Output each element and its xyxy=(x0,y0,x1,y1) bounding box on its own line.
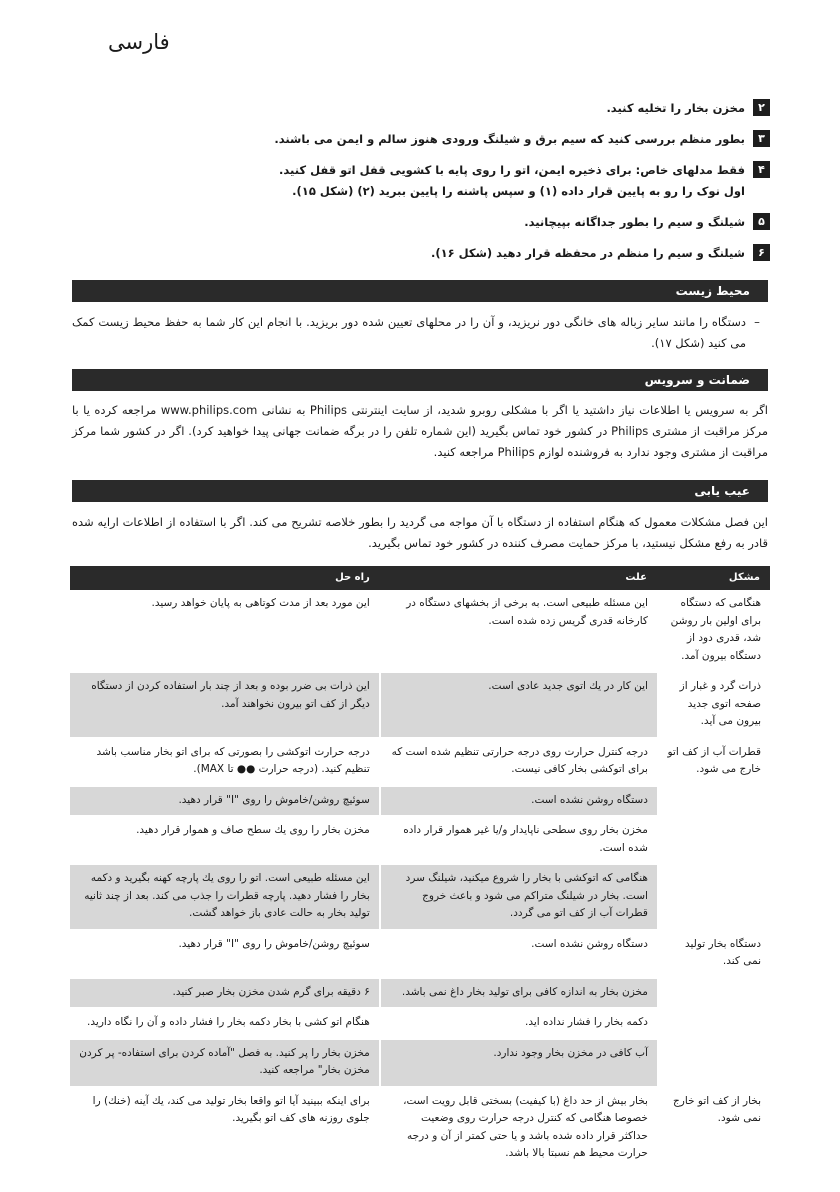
solution-cell: این مسئله طبیعی است. اتو را روی یك پارچه کهنه بگیرید و دکمه بخار را فشار دهید. پارچه قطرات را جذب می کند. بعد از چند ثانیه تولید بخار به حالت عادی باز خواهد گشت. xyxy=(70,864,380,930)
step-number: ۲ xyxy=(753,99,770,116)
bullet-dash: – xyxy=(754,315,760,329)
table-row xyxy=(70,1087,770,1170)
step-number: ۳ xyxy=(753,130,770,147)
solution-cell: مخزن بخار را پر کنید. به فصل "آماده کردن برای استفاده- پر کردن مخزن بخار" مراجعه کنید. xyxy=(70,1039,380,1087)
solution-cell: این ذرات بی ضرر بوده و بعد از چند بار استفاده کردن از دستگاه دیگر از کف اتو بیرون نخواهند آمد. xyxy=(70,672,380,738)
column-header-problem: مشکل xyxy=(657,566,770,590)
table-row xyxy=(70,978,770,1009)
problem-cell: ذرات گرد و غبار از صفحه اتوی جدید بیرون می آید. xyxy=(657,672,770,738)
troubleshooting-table xyxy=(70,566,770,1171)
table-row xyxy=(70,864,770,930)
problem-cell xyxy=(657,816,770,864)
table-row xyxy=(70,930,770,978)
section-header-troubleshooting: عیب یابی xyxy=(72,480,768,502)
step-text: شیلنگ و سیم را بطور جداگانه بپیچانید. xyxy=(524,215,745,229)
step-text: مخزن بخار را تخلیه کنید. xyxy=(606,101,745,115)
cause-cell: درجه کنترل حرارت روی درجه حرارتی تنظیم شده است که برای اتوکشی بخار کافی نیست. xyxy=(380,738,657,786)
step-text: فقط مدلهای خاص: برای ذخیره ایمن، اتو را روی پایه با کشویی قفل اتو قفل کنید. xyxy=(278,163,745,177)
step-text-continued: اول نوک را رو به پایین قرار داده (۱) و سپس پاشنه را پایین ببرید (۲) (شکل ۱۵). xyxy=(292,184,745,198)
step-text: شیلنگ و سیم را منظم در محفظه قرار دهید (شکل ۱۶). xyxy=(430,246,745,260)
problem-cell xyxy=(657,978,770,1009)
solution-cell: این مورد بعد از مدت کوتاهی به پایان خواهد رسید. xyxy=(70,590,380,672)
environment-paragraph xyxy=(72,312,768,354)
solution-cell: سوئیچ روشن/خاموش را روی "I" قرار دهید. xyxy=(70,786,380,817)
problem-cell: هنگامی که دستگاه برای اولین بار روشن شد، قدری دود از دستگاه بیرون آمد. xyxy=(657,590,770,672)
section-header-guarantee: ضمانت و سرویس xyxy=(72,369,768,391)
step-number: ۴ xyxy=(753,161,770,178)
table-row xyxy=(70,672,770,738)
guarantee-text: اگر به سرویس یا اطلاعات نیاز داشتید یا اگر با مشکلی روبرو شدید، از سایت اینترنتی Philips به نشانی www.philips.com مراجعه کرده یا با مرکز مراقبت از مشتری Philips در کشور خود تماس بگیرید (این شماره تلفن را در برگه ضمانت جهانی پیدا خواهید کرد). اگر در کشور شما مرکز مراقبت از مشتری وجود ندارد به فروشنده لوازم Philips مراجعه کنید. xyxy=(72,403,768,459)
step-item xyxy=(60,212,770,233)
table-row xyxy=(70,1039,770,1087)
column-header-solution: راه حل xyxy=(70,566,380,590)
section-header-environment: محیط زیست xyxy=(72,280,768,302)
step-item xyxy=(60,160,770,202)
step-number: ۵ xyxy=(753,213,770,230)
step-text: بطور منظم بررسی کنید که سیم برق و شیلنگ ورودی هنوز سالم و ایمن می باشند. xyxy=(274,132,745,146)
table-row xyxy=(70,816,770,864)
cause-cell: مخزن بخار روی سطحی ناپایدار و/یا غیر هموار قرار داده شده است. xyxy=(380,816,657,864)
cause-cell: هنگامی که اتوکشی با بخار را شروع میکنید، شیلنگ سرد است. بخار در شیلنگ متراکم می شود و باعث خروج قطرات آب از کف اتو می گردد. xyxy=(380,864,657,930)
problem-cell xyxy=(657,1008,770,1039)
solution-cell: ۶ دقیقه برای گرم شدن مخزن بخار صبر کنید. xyxy=(70,978,380,1009)
table-header-row xyxy=(70,566,770,590)
cause-cell: دستگاه روشن نشده است. xyxy=(380,786,657,817)
table-row xyxy=(70,738,770,786)
cause-cell: دستگاه روشن نشده است. xyxy=(380,930,657,978)
column-header-cause: علت xyxy=(380,566,657,590)
problem-cell xyxy=(657,864,770,930)
cause-cell: این مسئله طبیعی است. به برخی از بخشهای دستگاه در کارخانه قدری گریس زده شده است. xyxy=(380,590,657,672)
table-row xyxy=(70,786,770,817)
step-item xyxy=(60,243,770,264)
solution-cell: هنگام اتو کشی با بخار دکمه بخار را فشار داده و آن را نگاه دارید. xyxy=(70,1008,380,1039)
cleaning-steps xyxy=(60,98,770,274)
problem-cell: قطرات آب از کف اتو خارج می شود. xyxy=(657,738,770,786)
solution-cell: درجه حرارت اتوکشی را بصورتی که برای اتو بخار مناسب باشد تنظیم کنید. (درجه حرارت ●● تا MAX). xyxy=(70,738,380,786)
cause-cell: دکمه بخار را فشار نداده اید. xyxy=(380,1008,657,1039)
problem-cell xyxy=(657,786,770,817)
cause-cell: مخزن بخار به اندازه کافی برای تولید بخار داغ نمی باشد. xyxy=(380,978,657,1009)
problem-cell: بخار از کف اتو خارج نمی شود. xyxy=(657,1087,770,1170)
step-item xyxy=(60,98,770,119)
problem-cell xyxy=(657,1039,770,1087)
step-number: ۶ xyxy=(753,244,770,261)
table-row xyxy=(70,1008,770,1039)
troubleshooting-intro: این فصل مشکلات معمول که هنگام استفاده از دستگاه با آن مواجه می گردید را بطور خلاصه تشریح می کند. اگر با استفاده از اطلاعات ارایه شده قادر به رفع مشکل نیستید، با مرکز حمایت مصرف کننده در کشور خود تماس بگیرید. xyxy=(72,515,768,550)
cause-cell: بخار بیش از حد داغ (با کیفیت) بسختی قابل رویت است، خصوصا هنگامی که کنترل درجه حرارت روی وضعیت حداکثر قرار داده شده باشد و یا حتی کمتر از آن و درجه حرارت محیط هم نسبتا بالا باشد. xyxy=(380,1087,657,1170)
environment-text: دستگاه را مانند سایر زباله های خانگی دور نریزید، و آن را در محلهای تعیین شده دور بریزید. با انجام این کار شما به حفظ محیط زیست کمک می کنید (شکل ۱۷). xyxy=(72,315,746,350)
table-row xyxy=(70,590,770,672)
solution-cell: مخزن بخار را روی یك سطح صاف و هموار قرار دهید. xyxy=(70,816,380,864)
problem-cell: دستگاه بخار تولید نمی کند. xyxy=(657,930,770,978)
cause-cell: آب کافی در مخزن بخار وجود ندارد. xyxy=(380,1039,657,1087)
step-item xyxy=(60,129,770,150)
solution-cell: سوئیچ روشن/خاموش را روی "I" قرار دهید. xyxy=(70,930,380,978)
cause-cell: این کار در یك اتوی جدید عادی است. xyxy=(380,672,657,738)
page-language-title: فارسی xyxy=(108,30,170,54)
solution-cell: برای اینکه ببینید آیا اتو واقعا بخار تولید می کند، یك آینه (خنك) را جلوی روزنه های کف اتو بگیرید. xyxy=(70,1087,380,1170)
